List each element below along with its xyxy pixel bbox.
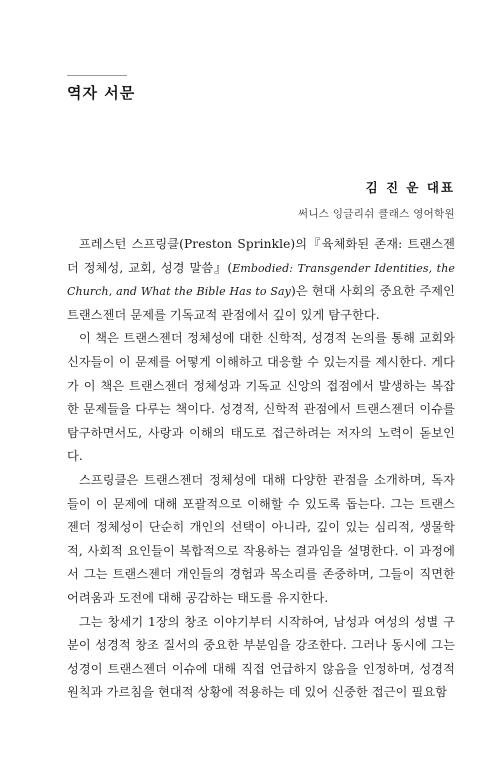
paragraph-1 [67, 233, 455, 327]
paragraph-1-intro: 프레스턴 스프링클(Preston Sprinkle)의『육체화된 존재: 트랜스젠더 정체성, 교회, 성경 말씀』( [67, 237, 455, 275]
paragraph-4: 그는 창세기 1장의 창조 이야기부터 시작하여, 남성과 여성의 성별 구분이 성경적 창조 질서의 중요한 부분임을 강조한다. 그러나 동시에 그는 성경이 트랜스젠더 이슈에 대해 직접 언급하지 않음을 인정하며, 성경적 원칙과 가르침을 현대적 상황에 적용하는 데 있어 신중한 접근이 필요함 [67, 614, 455, 700]
paragraph-3: 스프링클은 트랜스젠더 정체성에 대해 다양한 관점을 소개하며, 독자들이 이 문제에 대해 포괄적으로 이해할 수 있도록 돕는다. 그는 트랜스젠더 정체성이 단순히 개인의 선택이 아니라, 깊이 있는 심리적, 생물학적, 사회적 요인들이 복합적으로 작용하는 결과임을 설명한다. 이 과정에서 그는 트랜스젠더 개인들의 경험과 목소리를 존중하며, 그들이 직면한 어려움과 도전에 대해 공감하는 태도를 유지한다. [67, 472, 455, 605]
paragraph-2: 이 책은 트랜스젠더 정체성에 대한 신학적, 성경적 논의를 통해 교회와 신자들이 이 문제를 어떻게 이해하고 대응할 수 있는지를 제시한다. 게다가 이 책은 트랜스젠더 정체성과 기독교 신앙의 접점에서 발생하는 복잡한 문제들을 다루는 책이다. 성경적, 신학적 관점에서 트랜스젠더 이슈를 탐구하면서도, 사랑과 이해의 태도로 접근하려는 저자의 노력이 돋보인다. [67, 331, 455, 464]
author-name: 김 진 운 대표 [365, 180, 455, 195]
book-english-title: Embodied: Transgender Identities, the Church, and What the Bible Has to Say [67, 261, 455, 299]
author-block [298, 178, 455, 221]
body-text [67, 233, 455, 705]
author-affiliation: 써니스 잉글리쉬 클래스 영어학원 [297, 208, 455, 220]
paragraph-1-rest: )은 현대 사회의 중요한 주제인 트랜스젠더 문제를 기독교적 관점에서 깊이 있게 탐구한다. [67, 284, 455, 322]
section-divider [67, 75, 127, 76]
section-title: 역자 서문 [67, 84, 136, 102]
